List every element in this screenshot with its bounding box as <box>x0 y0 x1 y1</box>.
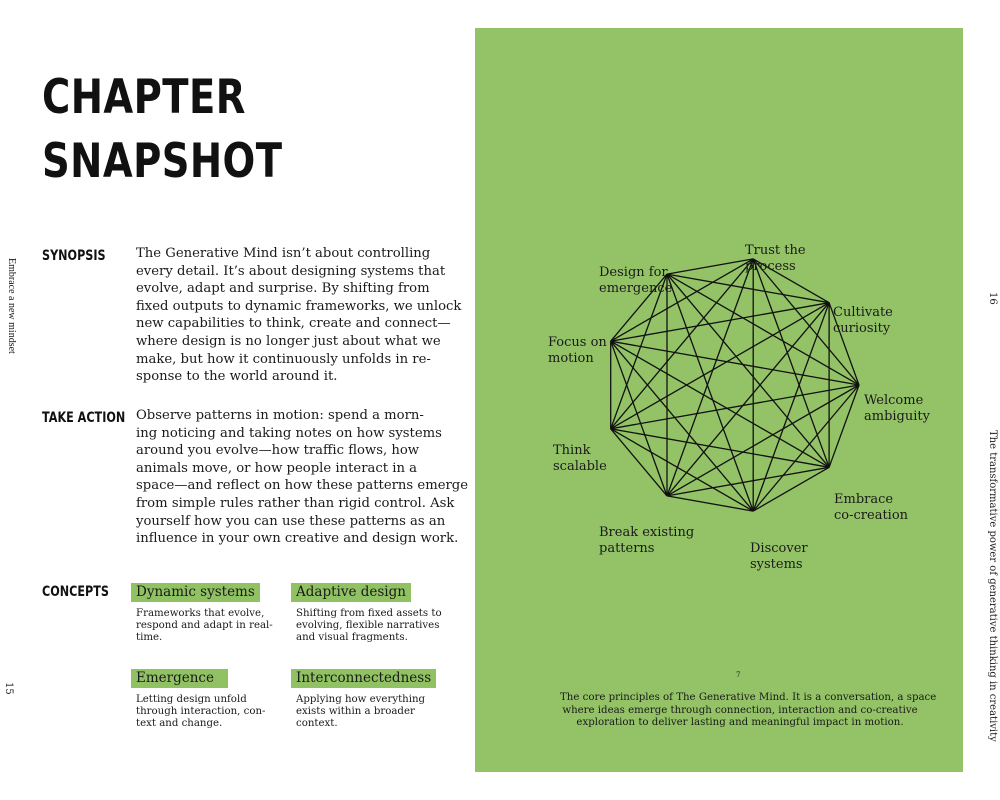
network-edge <box>829 385 859 467</box>
concept-description-line: text and change. <box>136 718 223 729</box>
synopsis-line: fixed outputs to dynamic frameworks, we unlock <box>136 298 462 314</box>
concept-description <box>131 608 281 644</box>
concept-description <box>131 694 281 730</box>
network-edge <box>753 259 829 467</box>
node-label-line: Embrace <box>834 492 894 507</box>
node-label-trust-the-process <box>745 243 806 274</box>
synopsis-line: make, but how it continuously unfolds in re- <box>136 351 431 367</box>
synopsis-text <box>136 245 462 386</box>
node-label-design-for-emergence <box>599 265 672 296</box>
synopsis-line: new capabilities to think, create and connect— <box>136 316 451 332</box>
left-page <box>0 0 474 800</box>
node-label-line: Break existing <box>599 525 695 540</box>
synopsis-line: where design is no longer just about what we <box>136 333 441 349</box>
node-label-line: Focus on <box>548 335 607 350</box>
take-action-line: around you evolve—how traffic flows, how <box>136 443 420 459</box>
synopsis-line: The Generative Mind isn’t about controlling <box>136 246 431 261</box>
concept-tag: Adaptive design <box>291 583 411 602</box>
network-edges <box>611 259 859 511</box>
take-action-line: from simple rules rather than rigid control. Ask <box>136 495 455 511</box>
take-action-line: influence in your own creative and design work. <box>136 531 459 547</box>
node-label-line: Trust the <box>745 243 806 258</box>
concept-description-line: context. <box>296 718 338 729</box>
concept-description-line: evolving, flexible narratives <box>296 620 440 631</box>
node-label-line: systems <box>750 556 803 572</box>
synopsis-line: evolve, adapt and surprise. By shifting from <box>136 281 430 297</box>
concept-description-line: Shifting from fixed assets to <box>296 608 442 619</box>
network-edge <box>611 429 667 496</box>
node-label-line: patterns <box>599 540 655 556</box>
node-label-line: Welcome <box>864 393 924 408</box>
node-label-discover-systems <box>750 541 808 572</box>
node-label-embrace-co-creation <box>834 492 908 523</box>
left-running-head <box>5 258 17 378</box>
take-action-line: ing noticing and taking notes on how systems <box>136 425 442 441</box>
left-page-number: 15 <box>3 682 14 695</box>
concept-tag: Dynamic systems <box>131 583 260 602</box>
right-running-head <box>986 430 998 742</box>
node-label-line: Discover <box>750 541 808 556</box>
concepts-label: CONCEPTS <box>42 584 109 600</box>
node-label-line: curiosity <box>833 320 891 336</box>
concept-tag: Interconnectedness <box>291 669 436 688</box>
concept-description-line: time. <box>136 632 163 643</box>
take-action-line: animals move, or how people interact in a <box>136 460 418 476</box>
concept-description-line: and visual fragments. <box>296 632 408 643</box>
node-label-focus-on-motion <box>548 335 607 366</box>
take-action-label: TAKE ACTION <box>42 410 126 426</box>
node-label-line: scalable <box>553 458 607 474</box>
node-label-line: motion <box>548 350 594 366</box>
node-label-line: ambiguity <box>864 408 930 424</box>
diagram-caption <box>560 692 937 730</box>
node-label-line: emergence <box>599 280 673 296</box>
node-label-line: process <box>745 258 796 274</box>
synopsis-line: every detail. It’s about designing systems that <box>136 263 446 279</box>
node-label-think-scalable <box>553 443 607 474</box>
synopsis-label: SYNOPSIS <box>42 248 106 264</box>
concept-description-line: exists within a broader <box>296 706 415 717</box>
concept-description <box>291 608 441 644</box>
concept-description-line: respond and adapt in real- <box>136 620 273 631</box>
figure-mark: 7 <box>736 671 741 679</box>
node-label-welcome-ambiguity <box>864 393 930 424</box>
node-label-line: co-creation <box>834 507 909 523</box>
node-label-line: Cultivate <box>833 305 893 320</box>
caption-line: The core principles of The Generative Mind. It is a conversation, a space <box>560 692 937 703</box>
concept-description-line: through interaction, con- <box>136 706 266 717</box>
concept-tag: Emergence <box>131 669 228 688</box>
concept-description <box>291 694 441 730</box>
right-page-number: 16 <box>987 292 998 305</box>
right-running-head-text: The transformative power of generative thinking in creativity <box>987 430 998 742</box>
network-edge <box>753 303 829 511</box>
concept-adaptive-design <box>291 581 441 644</box>
caption-line: where ideas emerge through connection, interaction and co-creative <box>562 704 918 716</box>
concept-description-line: Applying how everything <box>296 694 426 705</box>
node-label-line: Design for <box>599 265 668 280</box>
concept-description-line: Frameworks that evolve, <box>136 608 265 619</box>
concept-interconnectedness <box>291 667 441 730</box>
concept-description-line: Letting design unfold <box>136 694 247 705</box>
caption-line: exploration to deliver lasting and meaningful impact in motion. <box>576 717 904 728</box>
synopsis-line: sponse to the world around it. <box>136 369 338 385</box>
node-label-cultivate-curiosity <box>833 305 893 336</box>
node-label-line: Think <box>553 443 591 458</box>
concept-dynamic-systems <box>131 581 281 644</box>
take-action-line: Observe patterns in motion: spend a morn- <box>136 408 424 423</box>
chapter-title-line-2: SNAPSHOT <box>42 134 283 189</box>
node-label-break-existing-patterns <box>599 525 694 556</box>
concept-emergence <box>131 667 281 730</box>
take-action-line: yourself how you can use these patterns as an <box>136 513 446 529</box>
left-running-head-text: Embrace a new mindset <box>6 258 17 354</box>
take-action-line: space—and reflect on how these patterns emerge <box>136 478 469 494</box>
take-action-text <box>136 407 469 548</box>
network-edge <box>611 341 754 511</box>
chapter-title-line-1: CHAPTER <box>42 70 246 125</box>
